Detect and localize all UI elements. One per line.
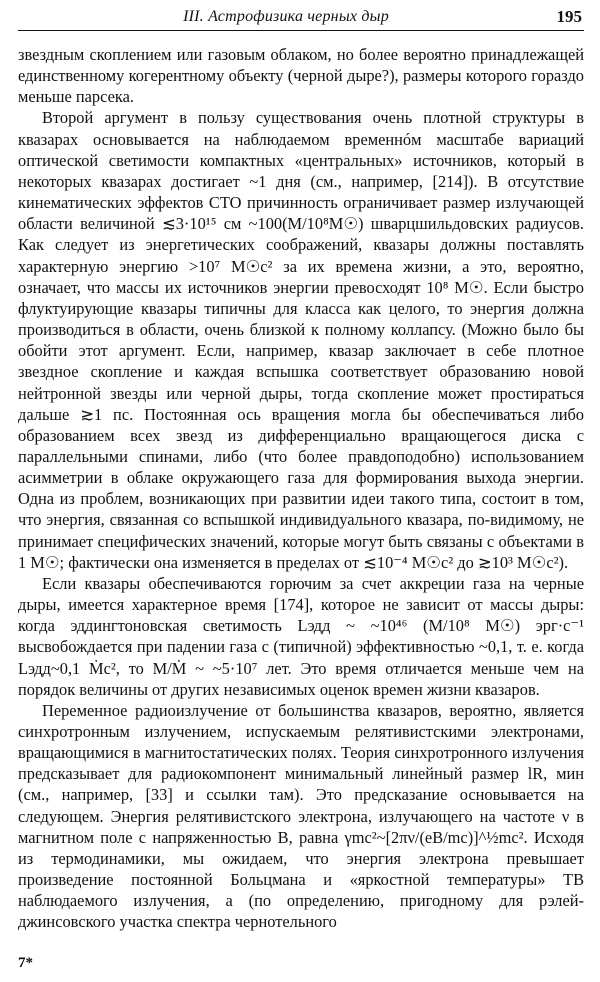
paragraph-accretion-time: Если квазары обеспечиваются горючим за счет аккреции газа на черные дыры, имеется характерное время [174], которое не зависит от массы дыры: когда эддингтоновская светимость Lэдд ~ ~10⁴⁶ (M/10⁸ M☉) эрг·с⁻¹ высвобождается при падении газа с (типичной) эффективностью ~0,1, т. е. когда Lэдд~0,1 Ṁc², то M/Ṁ ~ ~5·10⁷ лет. Это время отличается меньше чем на порядок величины от других независимых оценок времен жизни квазаров. xyxy=(18,573,584,699)
running-header xyxy=(18,6,584,31)
paragraph-second-argument: Второй аргумент в пользу существования очень плотной структуры в квазарах основывается на наблюдаемом временнóм масштабе вариаций оптической светимости компактных «центральных» источников, который в некоторых квазарах достигает ~1 дня (см., например, [214]). В отсутствие кинематических эффектов СТО причинность ограничивает размер излучающей области величиной ≲3·10¹⁵ см ~100(M/10⁸M☉) шварцшильдовских радиусов. Как следует из энергетических соображений, квазары должны поставлять характерную энергию >10⁷ M☉c² за их времена жизни, а это, вероятно, означает, что массы их источников энергии превосходят 10⁸ M☉. Если быстро флуктуирующие квазары типичны для класса как целого, то энергия должна производиться в области, очень близкой к полному коллапсу. (Можно было бы обойти этот аргумент. Если, например, квазар заключает в себе плотное звездное скопление и каждая вспышка соответствует образованию новой нейтронной звезды или черной дыры, тогда скопление может простираться дальше ≳1 пс. Постоянная ось вращения могла бы обеспечиваться либо образованием всех звезд из дифференциально вращающегося диска с параллельными спинами, либо (что более правдоподобно) использованием асимметрии в облаке окружающего газа для формирования выхода энергии. Одна из проблем, возникающих при развитии идеи такого типа, состоит в том, что энергия, связанная со вспышкой индивидуального квазара, по-видимому, не принимает специфических значений, которые могут быть связаны с объектами в 1 M☉; фактически она изменяется в пределах от ≲10⁻⁴ M☉c² до ≳10³ M☉c²). xyxy=(18,108,584,572)
page-number: 195 xyxy=(556,7,582,26)
running-title: III. Астрофизика черных дыр xyxy=(183,8,389,25)
paragraph-continuation: звездным скоплением или газовым облаком, но более вероятно принадлежащей единственному когерентному объекту (черной дыре?), размеры которого гораздо меньше парсека. xyxy=(18,45,584,107)
signature-mark: 7* xyxy=(18,955,33,971)
paragraph-radio-emission: Переменное радиоизлучение от большинства квазаров, вероятно, является синхротронным излучением, испускаемым релятивистскими электронами, вращающимися в магнитостатических полях. Теория синхротронного излучения предсказывает для радиокомпонент минимальный линейный размер lR, мин (см., например, [33] и ссылки там). Это предсказание основывается на следующем. Энергия релятивистского электрона, излучающего на частоте ν в магнитном поле с напряженностью B, равна γmc²~[2πν/(eB/mc)]^½mc². Исходя из термодинамики, мы ожидаем, что энергия электрона превышает произведение постоянной Больцмана и «яркостной температуры» TB наблюдаемого излучения, а (по определению, пригодному для рэлей-джинсовского участка спектра чернотельного xyxy=(18,700,584,932)
body-text xyxy=(18,44,584,933)
